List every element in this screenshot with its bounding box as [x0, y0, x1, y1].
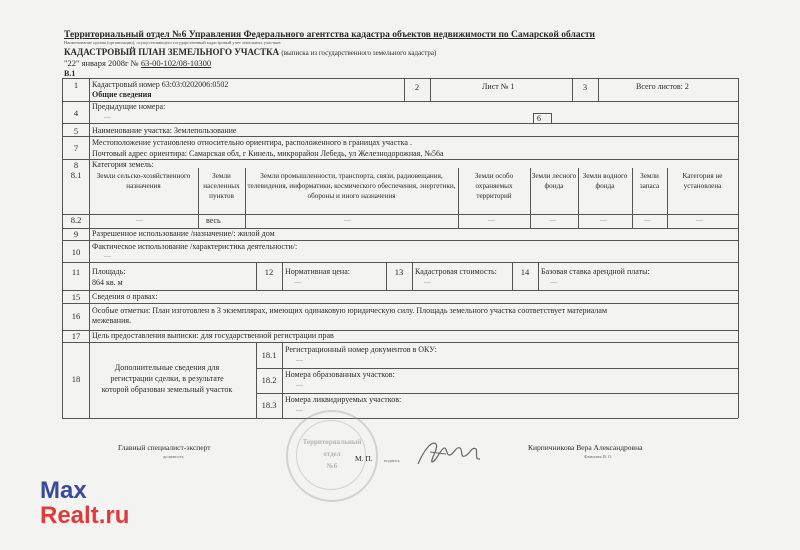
cadastral-number: Кадастровый номер 63:03:0202006:0502 [92, 80, 229, 89]
rent-rate-label: Базовая ставка арендной платы: [541, 267, 650, 276]
stamp-text: отдел [323, 450, 341, 458]
row-number: 1 [73, 80, 79, 90]
permitted-use: Разрешенное использование /назначение/: жилой дом [92, 229, 275, 238]
special-notes-cont: межевания. [92, 316, 132, 325]
land-category-header: Земли населенных пунктов [203, 172, 240, 200]
document-number: 63-00-102/08-10300 [140, 58, 212, 68]
previous-numbers-label: Предыдущие номера: [92, 102, 166, 111]
liquidated-plots-value: — [296, 406, 303, 414]
land-category-value: — [644, 216, 651, 224]
postal-address: Почтовый адрес ориентира: Самарская обл, г Кинель, микрорайон Лебедь, ул Железнодорожная, №56а [92, 149, 444, 158]
land-category-header: Земли особо охраняемых территорий [474, 172, 514, 200]
total-sheets: Всего листов: 2 [636, 82, 689, 91]
row-number: 16 [71, 311, 81, 321]
row-number: 18.3 [261, 400, 277, 410]
liquidated-plots-label: Номера ликвидируемых участков: [285, 395, 402, 404]
stamp-text: №6 [326, 462, 338, 470]
row-number: 14 [520, 267, 530, 277]
formed-plots-label: Номера образованных участков: [285, 370, 395, 379]
row-number: 3 [582, 82, 588, 92]
general-info-heading: Общие сведения [92, 90, 152, 99]
row-number: 6 [537, 114, 541, 123]
land-category-value: — [488, 216, 495, 224]
agency-name: Территориальный отдел №6 Управления Федерального агентства кадастра объектов недвижимости по Самарской области [64, 30, 595, 40]
land-category-value: весь [206, 216, 221, 225]
cadastral-cost-label: Кадастровая стоимость: [415, 267, 497, 276]
row-number: 18.1 [261, 350, 277, 360]
signer-name-caption: Фамилия И. О. [584, 454, 613, 459]
document-date: "22" января 2008г № [64, 58, 141, 68]
area-value: 864 кв. м [92, 278, 123, 287]
stamp-text: Территориальный [302, 438, 362, 446]
row-number: 10 [71, 247, 81, 257]
normative-price-label: Нормативная цена: [285, 267, 350, 276]
rent-rate-value: — [550, 278, 557, 286]
land-category-header: Земли сельско-хозяйственного назначения [96, 172, 191, 190]
signature-caption: подпись [384, 458, 400, 463]
land-category-header: Земли запаса [639, 172, 660, 190]
logo-line2: Realt.ru [40, 502, 130, 529]
special-notes: Особые отметки: План изготовлен в 3 экземплярах, имеющих одинаковую юридическую силу. Площадь земельного участка соответствует материалам [92, 306, 608, 315]
row-number: 11 [71, 267, 81, 277]
signer-name: Кирпичникова Вера Александровна [528, 443, 643, 452]
row-number: 8 [73, 160, 79, 170]
additional-info-label: Дополнительные сведения для [114, 363, 220, 372]
row-number: 4 [73, 108, 79, 118]
land-category-header: Земли промышленности, транспорта, связи, радиовещания, телевидения, информатики, космического обеспечения, энергетики, обороны и иного назначения [247, 172, 456, 200]
row-number: 12 [264, 267, 274, 277]
area-label: Площадь: [92, 267, 126, 276]
document-title [64, 47, 436, 57]
land-category-header: Категория не установлена [682, 172, 723, 190]
maxrealt-logo [40, 478, 129, 528]
plot-name: Наименование участка: Землепользование [92, 126, 237, 135]
land-category-value: — [696, 216, 703, 224]
land-category-value: — [344, 216, 351, 224]
land-category-header: Земли лесного фонда [531, 172, 577, 190]
row-number: 7 [73, 143, 79, 153]
rights-info: Сведения о правах: [92, 292, 158, 301]
seal-mark: М. П. [355, 454, 373, 463]
signer-position: Главный специалист-эксперт [118, 443, 211, 452]
okui-reg-number-label: Регистрационный номер документов в ОКУ: [285, 345, 437, 354]
land-category-value: — [600, 216, 607, 224]
row-number: 18 [71, 374, 81, 384]
title-note: (выписка из государственного земельного кадастра) [281, 49, 437, 57]
row-number: 2 [414, 82, 420, 92]
normative-price-value: — [294, 278, 301, 286]
land-category-value: — [549, 216, 556, 224]
row-number: 17 [71, 331, 81, 341]
handwritten-signature [410, 432, 490, 472]
actual-use-label: Фактическое использование /характеристика деятельности/: [92, 242, 298, 251]
row-number: 15 [71, 292, 81, 302]
cadastral-cost-value: — [424, 278, 431, 286]
row-number: 8.1 [70, 170, 82, 180]
additional-info-label: регистрации сделки, в результате [110, 374, 224, 383]
row-number: 13 [394, 267, 404, 277]
sheet-number: Лист № 1 [482, 82, 515, 91]
row-number: 5 [73, 126, 79, 136]
agency-caption: Наименование органа (организации), осуществляющего государственный кадастровый учет земельных участков [64, 40, 281, 45]
previous-numbers-value: — [104, 113, 111, 121]
title-text: КАДАСТРОВЫЙ ПЛАН ЗЕМЕЛЬНОГО УЧАСТКА [64, 47, 280, 57]
formed-plots-value: — [296, 381, 303, 389]
actual-use-value: — [104, 252, 111, 260]
land-category-label: Категория земель: [92, 160, 154, 169]
row-number: 8.2 [70, 215, 82, 225]
land-category-header: Земли водного фонда [582, 172, 628, 190]
row-number: 18.2 [261, 375, 277, 385]
extract-purpose: Цель предоставления выписки: для государственной регистрации прав [92, 331, 334, 340]
location-text: Местоположение установлено относительно ориентира, расположенного в границах участка . [92, 138, 412, 147]
additional-info-label: которой образован земельный участок [101, 385, 233, 394]
land-category-value: — [136, 216, 143, 224]
document-date-number [64, 58, 211, 68]
okui-reg-number-value: — [296, 356, 303, 364]
logo-line1: Max [40, 477, 87, 504]
signer-position-caption: должность [163, 454, 184, 459]
section-label: В.1 [64, 69, 76, 78]
row-number: 9 [73, 229, 79, 239]
